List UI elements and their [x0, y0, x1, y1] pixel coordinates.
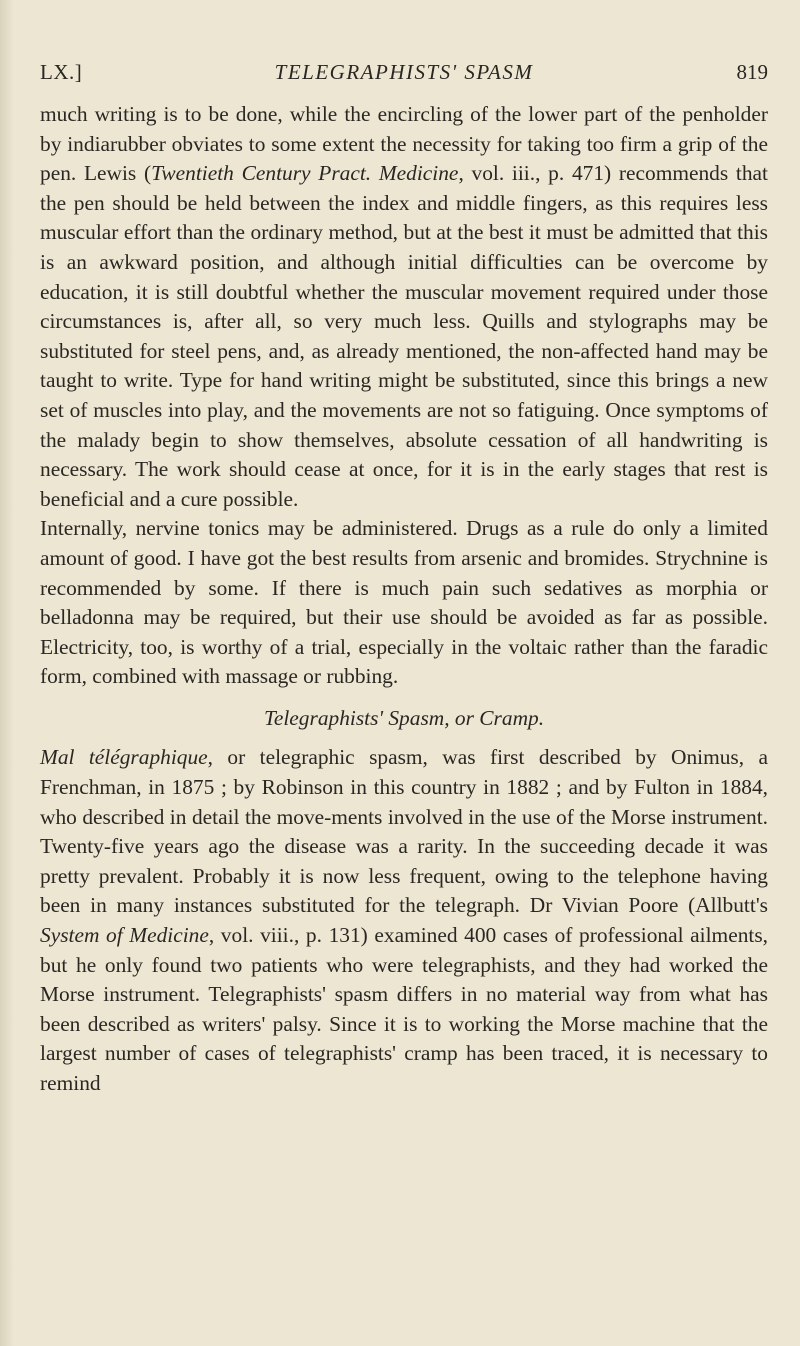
text-run: much writing is to be done, while the encircling of the lower part of the penholder by indiarubber obviates to some extent the necessity for taking too firm a grip of the pen. Lewis (: [40, 102, 768, 186]
text-run: , vol. iii., p. 471) recommends that the pen should be held between the index and middle fingers, as this requires less muscular effort than the ordinary method, but at the best it must be admitted that this is an awkward position, and although initial difficulties can be overcome by education, it is still doubtful whether the muscular movement required under those circumstances is, after all, so very much less. Quills and stylographs may be substituted for steel pens, and, as already mentioned, the non-affected hand may be taught to write. Type for hand writing might be substituted, since this brings a new set of muscles into play, and the movements are not so fatiguing. Once symptoms of the malady begin to show themselves, absolute cessation of all handwriting is necessary. The work should cease at once, for it is in the early stages that rest is beneficial and a cure possible.: [40, 161, 768, 511]
section-heading: Telegraphists' Spasm, or Cramp.: [263, 705, 545, 730]
page-number: 819: [736, 60, 768, 84]
paragraph-telegraphic-spasm: [40, 743, 768, 1098]
citation-title: System of Medicine: [40, 923, 209, 948]
running-title: TELEGRAPHISTS' SPASM: [274, 60, 534, 84]
term-italic: Mal télégraphique: [40, 745, 208, 770]
running-head: [40, 60, 768, 90]
text-run: , or telegraphic spasm, was first described by Onimus, a Frenchman, in 1875 ; by Robinson in this country in 1882 ; and by Fulton in 1884, who described in detail the move-ments involved in the use of the Morse instrument. Twenty-five years ago the disease was a rarity. In the succeeding decade it was pretty prevalent. Probably it is now less frequent, owing to the telephone having been in many instances substituted for the telegraph. Dr Vivian Poore (Allbutt's: [40, 745, 768, 918]
citation-title: Twentieth Century Pract. Medicine: [151, 161, 459, 186]
paragraph-treatment: Internally, nervine tonics may be administered. Drugs as a rule do only a limited amount of good. I have got the best results from arsenic and bromides. Strychnine is recommended by some. If there is much pain such sedatives as morphia or belladonna may be required, but their use should be avoided as far as possible. Electricity, too, is worthy of a trial, especially in the voltaic rather than the faradic form, combined with massage or rubbing.: [40, 516, 768, 689]
text-run: , vol. viii., p. 131) examined 400 cases of professional ailments, but he only found two patients who were telegraphists, and they had worked the Morse instrument. Telegraphists' spasm differs in no material way from what has been described as writers' palsy. Since it is to working the Morse machine that the largest number of cases of telegraphists' cramp has been traced, it is necessary to remind: [40, 923, 768, 1095]
page-binding-edge: [0, 0, 14, 1346]
paragraph-penholder: [40, 100, 768, 514]
chapter-number: LX.]: [40, 60, 83, 84]
body-text: [40, 100, 768, 1099]
